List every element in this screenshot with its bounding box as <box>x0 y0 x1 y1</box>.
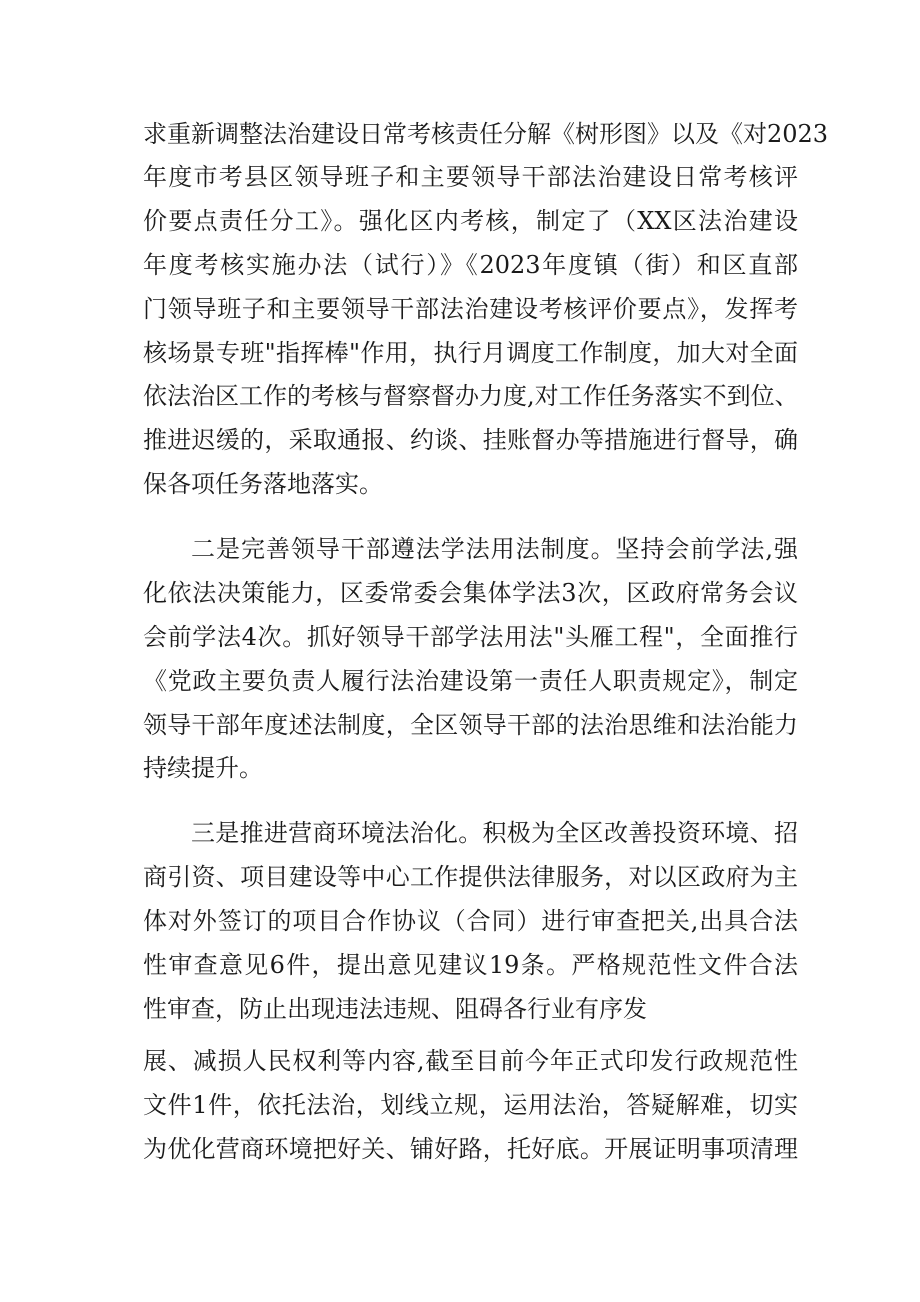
text-line: 为优化营商环境把好关、铺好路，托好底。开展证明事项清理 <box>143 1135 798 1163</box>
text-line: 领导干部年度述法制度，全区领导干部的法治思维和法治能力 <box>143 711 798 739</box>
text-line: 门领导班子和主要领导干部法治建设考核评价要点》，发挥考 <box>143 295 798 323</box>
text-line: 保各项任务落地落实。 <box>143 470 383 498</box>
text-line: 年度考核实施办法（试行）》《2023年度镇（街）和区直部 <box>143 251 798 279</box>
text-line: 文件1件，依托法治，划线立规，运用法治，答疑解难，切实 <box>143 1091 798 1119</box>
text-line: 商引资、项目建设等中心工作提供法律服务，对以区政府为主 <box>143 863 798 891</box>
text-line: 性审查意见6件，提出意见建议19条。严格规范性文件合法 <box>143 951 798 979</box>
text-line: 核场景专班"指挥棒"作用，执行月调度工作制度，加大对全面 <box>143 339 798 367</box>
text-line: 推进迟缓的，采取通报、约谈、挂账督办等措施进行督导，确 <box>143 426 798 454</box>
text-line: 会前学法4次。抓好领导干部学法用法"头雁工程"，全面推行 <box>143 623 798 651</box>
text-line: 性审查，防止出现违法违规、阻碍各行业有序发 <box>143 995 647 1023</box>
text-line: 展、减损人民权利等内容,截至目前今年正式印发行政规范性 <box>143 1047 798 1075</box>
text-line: 体对外签订的项目合作协议（合同）进行审查把关,出具合法 <box>143 907 798 935</box>
text-line: 化依法决策能力，区委常委会集体学法3次，区政府常务会议 <box>143 579 798 607</box>
text-line: 持续提升。 <box>143 754 263 782</box>
text-line: 求重新调整法治建设日常考核责任分解《树形图》以及《对2023 <box>143 120 829 148</box>
text-line: 年度市考县区领导班子和主要领导干部法治建设日常考核评 <box>143 163 798 191</box>
text-line: 依法治区工作的考核与督察督办力度,对工作任务落实不到位、 <box>143 382 799 410</box>
text-line: 二是完善领导干部遵法学法用法制度。坚持会前学法,强 <box>191 535 798 563</box>
text-line: 价要点责任分工》。强化区内考核，制定了（XX区法治建设 <box>143 207 798 235</box>
text-line: 《党政主要负责人履行法治建设第一责任人职责规定》，制定 <box>143 667 798 695</box>
text-line: 三是推进营商环境法治化。积极为全区改善投资环境、招 <box>191 819 798 847</box>
